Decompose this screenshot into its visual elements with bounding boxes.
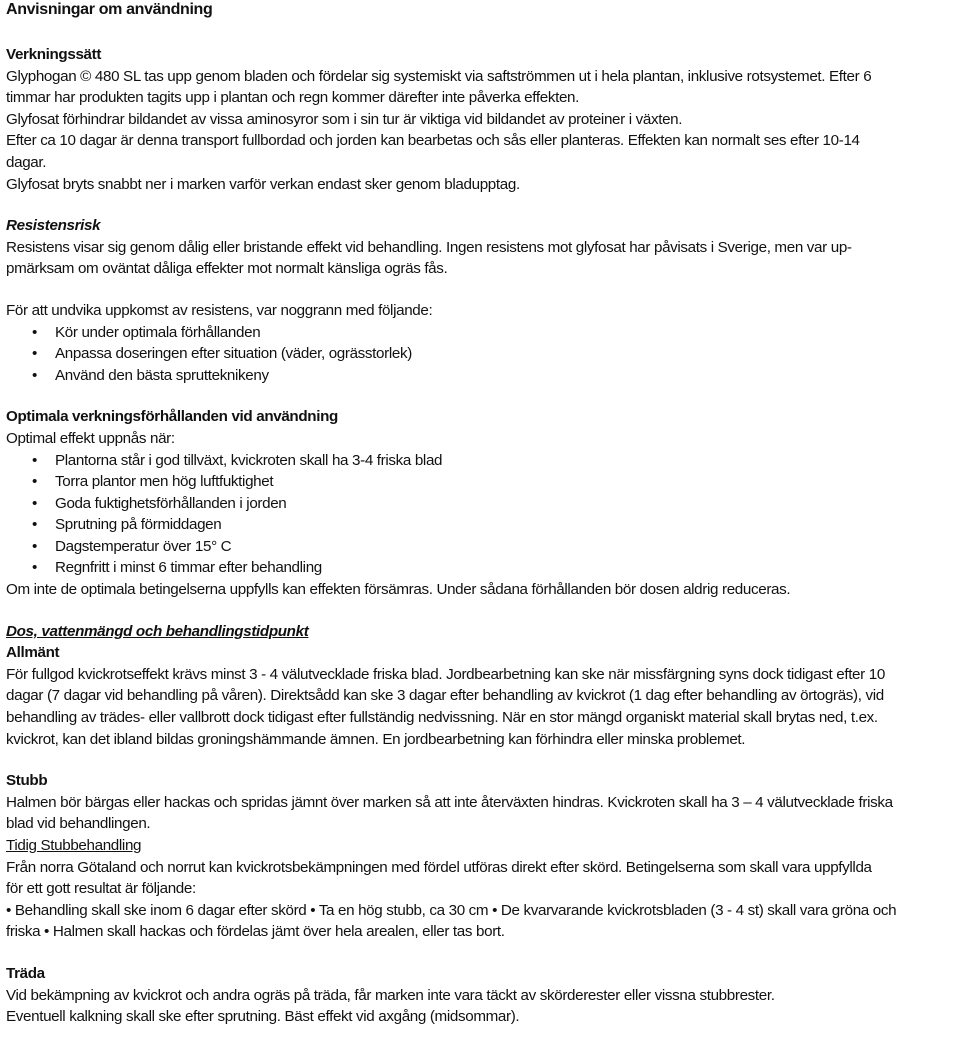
- list-item-text: Goda fuktighetsförhållanden i jorden: [55, 494, 287, 512]
- list-item-text: Regnfritt i minst 6 timmar efter behandling: [55, 559, 322, 577]
- bullet-icon: •: [32, 494, 37, 512]
- section-dos: [6, 621, 953, 751]
- bullet-icon: •: [32, 345, 37, 363]
- bullet-icon: •: [32, 537, 37, 555]
- section-stubb: [6, 770, 953, 943]
- section-heading: Resistensrisk: [6, 217, 101, 235]
- list-item-text: Kör under optimala förhållanden: [55, 323, 261, 341]
- text-line: Resistens visar sig genom dålig eller bristande effekt vid behandling. Ingen resistens mot glyfosat har påvisats i Sverige, men var up-: [6, 238, 852, 256]
- list-item: [6, 536, 953, 558]
- text-line: kvickrot, kan det ibland bildas groningshämmande ämnen. En jordbearbetning kan förhindra eller minska problemet.: [6, 730, 746, 748]
- bullet-list: [6, 322, 953, 387]
- list-item-text: Torra plantor men hög luftfuktighet: [55, 473, 274, 491]
- list-item: [6, 365, 953, 387]
- page-title: Anvisningar om användning: [6, 1, 213, 18]
- bullet-list: [6, 450, 953, 580]
- text-line: Glyfosat förhindrar bildandet av vissa aminosyror som i sin tur är viktiga vid bildandet av proteiner i växten.: [6, 110, 683, 128]
- text-line: Glyphogan © 480 SL tas upp genom bladen och fördelar sig systemiskt via saftströmmen ut i hela plantan, inklusive rotsystemet. Efter 6: [6, 67, 872, 85]
- text-line: timmar har produkten tagits upp i plantan och regn kommer därefter inte påverka effekten.: [6, 89, 580, 107]
- section-trada: [6, 963, 953, 1028]
- list-item: [6, 343, 953, 365]
- bullet-icon: •: [32, 559, 37, 577]
- text-line: pmärksam om oväntat dåliga effekter mot normalt känsliga ogräs fås.: [6, 260, 448, 278]
- text-line: För att undvika uppkomst av resistens, var noggrann med följande:: [6, 301, 433, 319]
- section-verkningssatt: [6, 44, 953, 195]
- text-line: friska • Halmen skall hackas och fördelas jämt över hela arealen, eller tas bort.: [6, 923, 505, 941]
- section-heading: Stubb: [6, 772, 48, 790]
- section-heading: Dos, vattenmängd och behandlingstidpunkt: [6, 622, 309, 640]
- bullet-icon: •: [32, 323, 37, 341]
- text-line: för ett gott resultat är följande:: [6, 880, 196, 898]
- list-item-text: Anpassa doseringen efter situation (väder, ogrässtorlek): [55, 345, 412, 363]
- list-item: [6, 471, 953, 493]
- list-item-text: Plantorna står i god tillväxt, kvickroten skall ha 3-4 friska blad: [55, 451, 443, 469]
- list-item: [6, 557, 953, 579]
- bullet-icon: •: [32, 473, 37, 491]
- text-line: dagar (7 dagar vid behandling på våren). Direktsådd kan ske 3 dagar efter behandling av kvickrot (1 dag efter behandling av örtogräs), vid: [6, 687, 884, 705]
- list-item-text: Dagstemperatur över 15° C: [55, 537, 232, 555]
- list-item: [6, 514, 953, 536]
- subsection-heading: Allmänt: [6, 644, 60, 662]
- section-resistensrisk: [6, 215, 953, 386]
- text-line: Eventuell kalkning skall ske efter sprutning. Bäst effekt vid axgång (midsommar).: [6, 1008, 520, 1026]
- text-line: Optimal effekt uppnås när:: [6, 429, 175, 447]
- text-line: blad vid behandlingen.: [6, 815, 151, 833]
- text-line: Om inte de optimala betingelserna uppfylls kan effekten försämras. Under sådana förhållanden bör dosen aldrig reduceras.: [6, 581, 791, 599]
- section-heading: Optimala verkningsförhållanden vid användning: [6, 408, 338, 426]
- list-item: [6, 322, 953, 344]
- section-heading: Träda: [6, 964, 45, 982]
- text-line: dagar.: [6, 153, 47, 171]
- text-line: Vid bekämpning av kvickrot och andra ogräs på träda, får marken inte vara täckt av skörderester eller vissna stubbrester.: [6, 986, 775, 1004]
- bullet-icon: •: [32, 516, 37, 534]
- text-line: behandling av trädes- eller vallbrott dock tidigast efter fullständig nedvissning. När en stor mängd organiskt material skall brytas ned, t.ex.: [6, 709, 878, 727]
- bullet-icon: •: [32, 366, 37, 384]
- list-item-text: Sprutning på förmiddagen: [55, 516, 222, 534]
- text-line: Halmen bör bärgas eller hackas och spridas jämnt över marken så att inte återväxten hindras. Kvickroten skall ha 3 – 4 välutvecklade friska: [6, 793, 893, 811]
- text-line: • Behandling skall ske inom 6 dagar efter skörd • Ta en hög stubb, ca 30 cm • De kvarvarande kvickrotsbladen (3 - 4 st) skall vara gröna och: [6, 901, 897, 919]
- bullet-icon: •: [32, 451, 37, 469]
- section-heading: Verkningssätt: [6, 46, 102, 63]
- text-line: Glyfosat bryts snabbt ner i marken varför verkan endast sker genom bladupptag.: [6, 175, 520, 193]
- text-line: Efter ca 10 dagar är denna transport fullbordad och jorden kan bearbetas och sås eller planteras. Effekten kan normalt ses efter 10-14: [6, 132, 860, 150]
- list-item-text: Använd den bästa sprutteknikeny: [55, 366, 269, 384]
- subsection-heading: Tidig Stubbehandling: [6, 837, 142, 854]
- section-optimala: [6, 406, 953, 600]
- list-item: [6, 493, 953, 515]
- text-line: Från norra Götaland och norrut kan kvickrotsbekämpningen med fördel utföras direkt efter skörd. Betingelserna som skall vara uppfyllda: [6, 858, 872, 876]
- text-line: För fullgod kvickrotseffekt krävs minst 3 - 4 välutvecklade friska blad. Jordbearbetning kan ske när missfärgning syns dock tidigast efter 10: [6, 665, 885, 683]
- list-item: [6, 450, 953, 472]
